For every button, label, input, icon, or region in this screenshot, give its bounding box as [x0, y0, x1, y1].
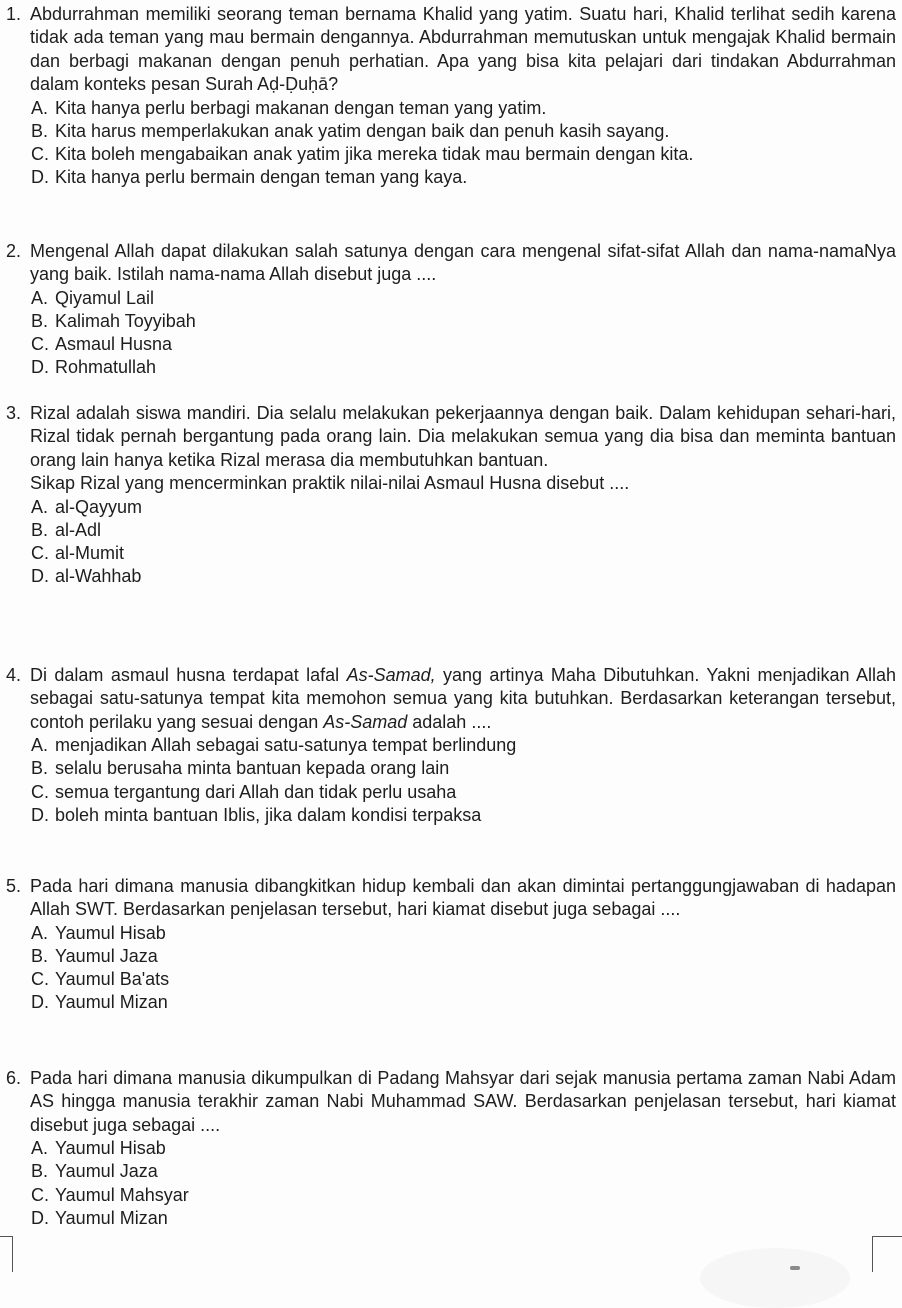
option-text: semua tergantung dari Allah dan tidak perlu usaha [55, 781, 457, 802]
question-text [30, 664, 896, 734]
option-letter: B. [31, 1161, 49, 1182]
option-letter: B. [31, 311, 49, 332]
option-text: Yaumul Mahsyar [55, 1184, 189, 1205]
option-text: Kita hanya perlu bermain dengan teman yang kaya. [55, 167, 468, 188]
question-stem [6, 1067, 896, 1137]
option-text: menjadikan Allah sebagai satu-satunya tempat berlindung [55, 735, 517, 756]
option-letter: C. [31, 144, 49, 165]
options-list [6, 287, 896, 380]
question-stem [6, 240, 896, 287]
option-d[interactable] [31, 356, 896, 379]
question-prompt: Sikap Rizal yang mencerminkan praktik nilai-nilai Asmaul Husna disebut .... [30, 473, 630, 494]
option-text: Yaumul Hisab [55, 1138, 166, 1159]
option-text: Qiyamul Lail [55, 287, 155, 308]
option-letter: C. [31, 543, 49, 564]
options-list [6, 1137, 896, 1230]
option-letter: C. [31, 781, 49, 802]
page-corner-left [0, 1236, 13, 1272]
option-text: Kita harus memperlakukan anak yatim dengan baik dan penuh kasih sayang. [55, 120, 670, 141]
option-letter: C. [31, 1184, 49, 1205]
option-a[interactable] [31, 97, 896, 120]
question-text: Abdurrahman memiliki seorang teman bernama Khalid yang yatim. Suatu hari, Khalid terlihat sedih karena tidak ada teman yang mau bermain dengannya. Abdurrahman memutuskan untuk mengajak Khalid bermain dan berbagi makanan dengan penuh perhatian. Apa yang bisa kita pelajari dari tindakan Abdurrahman dalam konteks pesan Surah Aḍ-Ḍuḥā? [30, 4, 896, 95]
option-text: Kita boleh mengabaikan anak yatim jika mereka tidak mau bermain dengan kita. [55, 144, 694, 165]
option-c[interactable] [31, 1184, 896, 1207]
option-b[interactable] [31, 757, 896, 780]
option-b[interactable] [31, 519, 896, 542]
option-d[interactable] [31, 166, 896, 189]
option-text: al-Wahhab [55, 566, 142, 587]
option-text: al-Qayyum [55, 496, 143, 517]
options-list [6, 922, 896, 1015]
option-b[interactable] [31, 120, 896, 143]
option-letter: D. [31, 1207, 49, 1228]
question-stem [6, 3, 896, 97]
option-text: Yaumul Ba'ats [55, 969, 170, 990]
option-text: Yaumul Mizan [55, 1207, 168, 1228]
question-4 [6, 664, 896, 827]
question-stem [6, 875, 896, 922]
option-text: Yaumul Jaza [55, 946, 158, 967]
question-text: Pada hari dimana manusia dibangkitkan hidup kembali dan akan dimintai pertanggungjawaban di hadapan Allah SWT. Berdasarkan penjelasan tersebut, hari kiamat disebut juga sebagai .... [30, 876, 896, 920]
question-text: Mengenal Allah dapat dilakukan salah satunya dengan cara mengenal sifat-sifat Allah dan nama-namaNya yang baik. Istilah nama-nama Allah disebut juga .... [30, 241, 896, 285]
question-number: 4. [6, 665, 22, 685]
option-letter: A. [31, 735, 49, 756]
option-c[interactable] [31, 143, 896, 166]
option-c[interactable] [31, 968, 896, 991]
option-letter: D. [31, 566, 49, 587]
option-b[interactable] [31, 1160, 896, 1183]
question-2 [6, 240, 896, 380]
option-text: Rohmatullah [55, 357, 157, 378]
page-corner-right [872, 1236, 902, 1272]
option-letter: A. [31, 1138, 49, 1159]
option-b[interactable] [31, 310, 896, 333]
option-d[interactable] [31, 1207, 896, 1230]
option-text: al-Adl [55, 519, 102, 540]
stem-part: adalah .... [407, 711, 492, 732]
option-a[interactable] [31, 496, 896, 519]
option-letter: A. [31, 287, 49, 308]
question-number: 6. [6, 1068, 22, 1088]
question-1 [6, 3, 896, 189]
option-text: Yaumul Hisab [55, 922, 166, 943]
question-number: 2. [6, 241, 22, 261]
option-text: Kalimah Toyyibah [55, 311, 196, 332]
option-text: selalu berusaha minta bantuan kepada orang lain [55, 758, 450, 779]
option-letter: D. [31, 804, 49, 825]
stem-part: Di dalam asmaul husna terdapat lafal [30, 665, 347, 685]
question-number: 3. [6, 403, 22, 423]
option-b[interactable] [31, 945, 896, 968]
option-c[interactable] [31, 333, 896, 356]
option-c[interactable] [31, 781, 896, 804]
option-c[interactable] [31, 542, 896, 565]
option-letter: D. [31, 357, 49, 378]
question-5 [6, 875, 896, 1015]
question-stem [6, 402, 896, 496]
italic-term: As-Samad, [346, 665, 436, 685]
option-a[interactable] [31, 287, 896, 310]
question-3 [6, 402, 896, 588]
option-text: Yaumul Jaza [55, 1161, 158, 1182]
option-d[interactable] [31, 991, 896, 1014]
stem-part: yang artinya Maha Dibutuhkan. Yakni menjadikan Allah sebagai satu-satunya tempat kita memohon semua yang kita butuhkan. Berdasarkan keterangan tersebut, contoh perilaku yang sesuai dengan [30, 665, 896, 732]
question-text: Rizal adalah siswa mandiri. Dia selalu melakukan pekerjaannya dengan baik. Dalam kehidupan sehari-hari, Rizal tidak pernah bergantung pada orang lain. Dia melakukan semua yang dia bisa dan meminta bantuan orang lain hanya ketika Rizal merasa dia membutuhkan bantuan. [30, 403, 896, 470]
option-a[interactable] [31, 922, 896, 945]
options-list [6, 734, 896, 827]
option-text: Kita hanya perlu berbagi makanan dengan teman yang yatim. [55, 97, 547, 118]
italic-term: As-Samad [323, 711, 408, 732]
option-letter: B. [31, 758, 49, 779]
option-letter: A. [31, 922, 49, 943]
page-glare [700, 1248, 850, 1308]
option-letter: D. [31, 167, 49, 188]
option-letter: A. [31, 496, 49, 517]
question-number: 5. [6, 876, 22, 896]
option-letter: B. [31, 519, 49, 540]
option-letter: B. [31, 120, 49, 141]
option-text: boleh minta bantuan Iblis, jika dalam kondisi terpaksa [55, 804, 482, 825]
option-a[interactable] [31, 1137, 896, 1160]
option-text: Asmaul Husna [55, 334, 173, 355]
options-list [6, 97, 896, 190]
question-6 [6, 1067, 896, 1230]
option-letter: B. [31, 946, 49, 967]
option-d[interactable] [31, 565, 896, 588]
option-letter: C. [31, 969, 49, 990]
question-number: 1. [6, 4, 22, 24]
option-text: al-Mumit [55, 543, 125, 564]
option-a[interactable] [31, 734, 896, 757]
option-d[interactable] [31, 804, 896, 827]
option-letter: A. [31, 97, 49, 118]
option-text: Yaumul Mizan [55, 992, 168, 1013]
options-list [6, 496, 896, 589]
question-text: Pada hari dimana manusia dikumpulkan di Padang Mahsyar dari sejak manusia pertama zaman Nabi Adam AS hingga manusia terakhir zaman Nabi Muhammad SAW. Berdasarkan penjelasan tersebut, hari kiamat disebut juga sebagai .... [30, 1068, 896, 1135]
option-letter: C. [31, 334, 49, 355]
option-letter: D. [31, 992, 49, 1013]
page-speck [790, 1266, 800, 1270]
question-stem [6, 664, 896, 734]
